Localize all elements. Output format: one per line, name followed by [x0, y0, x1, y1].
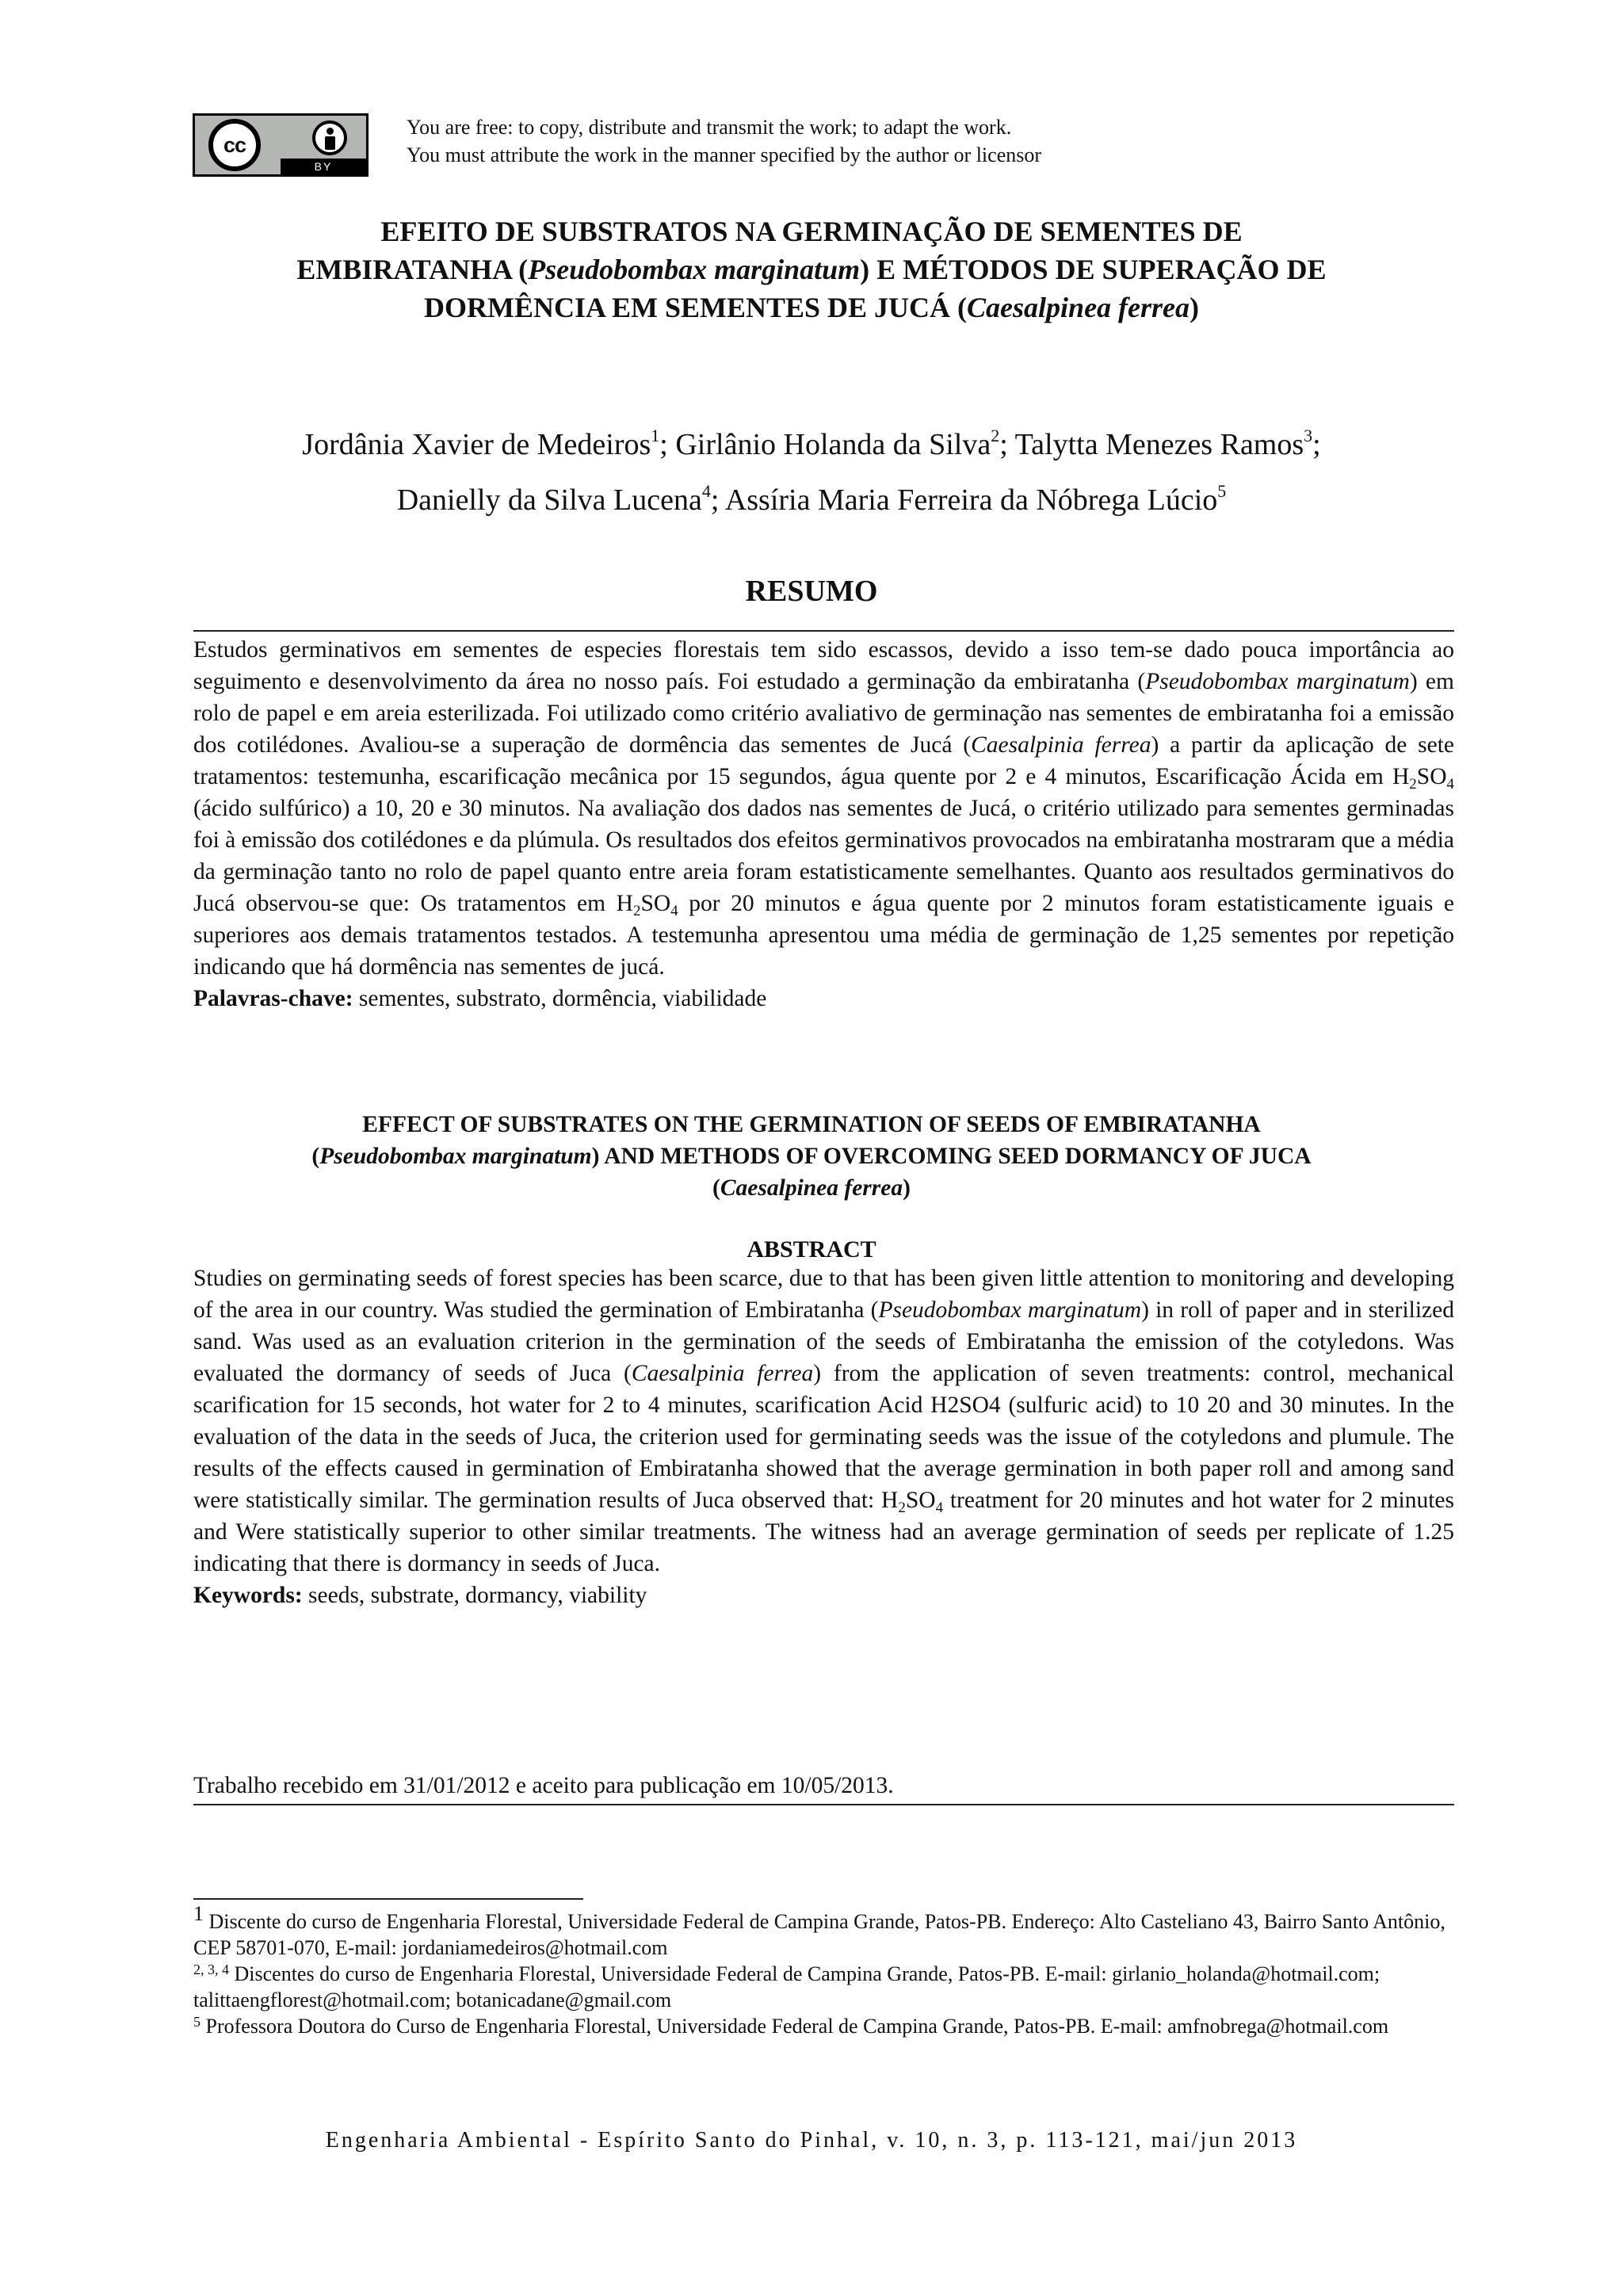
- abstract-text: Studies on germinating seeds of forest species has been scarce, due to that has been given little attention to monitoring and developing of the area in our country. Was studied the germination of Embiratanha (Pseudobombax marginatum) in roll of paper and in sterilized sand. Was used as an evaluation criterion in the germination of the seeds of Embiratanha the emission of the cotyledons. Was evaluated the dormancy of seeds of Juca (Caesalpinia ferrea) from the application of seven treatments: control, mechanical scarification for 15 seconds, hot water for 2 to 4 minutes, scarification Acid H2SO4 (sulfuric acid) to 10 20 and 30 minutes. In the evaluation of the data in the seeds of Juca, the criterion used for germinating seeds was the issue of the cotyledons and plumule. The results of the effects caused in germination of Embiratanha showed that the average germination in both paper roll and among sand were statistically similar. The germination results of Juca observed that: $H_2SO_4$ treatment for 20 minutes and hot water for 2 minutes and Were statistically superior to other similar treatments. The witness had an average germination of seeds per replicate of 1.25 indicating that there is dormancy in seeds of Juca. Keywords: seeds, substrate, dormancy, viability: [193, 1266, 1454, 1608]
- english-title-line-1: EFFECT OF SUBSTRATES ON THE GERMINATION OF SEEDS OF EMBIRATANHA: [362, 1112, 1261, 1137]
- author-mark: 1: [651, 426, 660, 445]
- author-name: Talytta Menezes Ramos: [1014, 428, 1304, 461]
- authors-line-1: Jordânia Xavier de Medeiros$^1$; Girlânio Holanda da Silva$^2$; Talytta Menezes Ramos$^3$;: [302, 426, 1321, 461]
- attribution-person-icon: [312, 120, 347, 155]
- cc-icon: cc: [208, 119, 261, 171]
- english-title-line-3: (Caesalpinea ferrea): [712, 1175, 911, 1201]
- author-name: Danielly da Silva Lucena: [396, 483, 702, 517]
- journal-footer: Engenharia Ambiental - Espírito Santo do Pinhal, v. 10, n. 3, p. 113-121, mai/jun 2013: [325, 2128, 1298, 2153]
- author-name: Assíria Maria Ferreira da Nóbrega Lúcio: [724, 483, 1218, 517]
- author-mark: 4: [701, 481, 711, 501]
- keywords-label: Keywords:: [193, 1583, 303, 1608]
- creative-commons-logo: [193, 113, 369, 177]
- author-mark: 3: [1304, 426, 1313, 445]
- palavras-chave: sementes, substrato, dormência, viabilidade: [353, 986, 767, 1011]
- author-name: Girlânio Holanda da Silva: [675, 428, 991, 461]
- author-list: [111, 417, 1512, 528]
- keywords: seeds, substrate, dormancy, viability: [302, 1583, 647, 1608]
- license-text: [407, 113, 1041, 169]
- resumo-heading: RESUMO: [745, 575, 878, 608]
- footnotes: [193, 1902, 1454, 2039]
- resumo-text: Estudos germinativos em sementes de especies florestais tem sido escassos, devido a isso tem-se dado pouca importância ao seguimento e desenvolvimento da área no nosso país. Foi estudado a germinação da embiratanha (Pseudobombax marginatum) em rolo de papel e em areia esterilizada. Foi utilizado como critério avaliativo de germinação nas sementes de embiratanha foi a emissão dos cotilédones. Avaliou-se a superação de dormência das sementes de Jucá (Caesalpinia ferrea) a partir da aplicação de sete tratamentos: testemunha, escarificação mecânica por 15 segundos, água quente por 2 e 4 minutos, Escarificação Ácida em $H_2SO_4$ (ácido sulfúrico) a 10, 20 e 30 minutos. Na avaliação dos dados nas sementes de Jucá, o critério utilizado para sementes germinadas foi à emissão dos cotilédones e da plúmula. Os resultados dos efeitos germinativos provocados na embiratanha mostraram que a média da germinação tanto no rolo de papel quanto entre areia foram estatisticamente semelhantes. Quanto aos resultados germinativos do Jucá observou-se que: Os tratamentos em $H_2SO_4$ por 20 minutos e água quente por 2 minutos foram estatisticamente iguais e superiores aos demais tratamentos testados. A testemunha apresentou uma média de germinação de 1,25 sementes por repetição indicando que há dormência nas sementes de jucá. Palavras-chave: sementes, substrato, dormência, viabilidade: [193, 637, 1454, 1011]
- palavras-chave-label: Palavras-chave:: [193, 986, 353, 1011]
- footnote-2: $^{2, 3, 4}$ Discentes do curso de Engenharia Florestal, Universidade Federal de Campina Grande, Patos-PB. E-mail: girlanio_holanda@hotmail.com; talittaengflorest@hotmail.com; botanicadane@gmail.com: [193, 1962, 1381, 2011]
- english-title-line-2: (Pseudobombax marginatum) AND METHODS OF OVERCOMING SEED DORMANCY OF JUCA: [311, 1144, 1312, 1169]
- footnote-1: $^1$ Discente do curso de Engenharia Florestal, Universidade Federal de Campina Grande, Patos-PB. Endereço: Alto Casteliano 43, Bairro Santo Antônio, CEP 58701-070, E-mail: jordaniamedeiros@hotmail.com: [193, 1902, 1445, 1959]
- footnote-separator: [193, 1898, 583, 1900]
- received-date-note: Trabalho recebido em 31/01/2012 e aceito para publicação em 10/05/2013.: [193, 1773, 894, 1798]
- abstract-heading: ABSTRACT: [747, 1236, 876, 1263]
- license-line-1: You are free: to copy, distribute and transmit the work; to adapt the work.: [407, 116, 1012, 139]
- author-mark: 5: [1217, 481, 1227, 501]
- article-title: [158, 212, 1465, 327]
- resumo-rule: [193, 630, 1454, 632]
- by-label: BY: [314, 160, 333, 173]
- title-line-1: EFEITO DE SUBSTRATOS NA GERMINAÇÃO DE SEMENTES DE: [380, 216, 1243, 247]
- title-line-3: DORMÊNCIA EM SEMENTES DE JUCÁ (Caesalpinea ferrea): [423, 292, 1200, 323]
- english-title: [158, 1109, 1465, 1204]
- received-rule: [193, 1804, 1454, 1805]
- title-line-2: EMBIRATANHA (Pseudobombax marginatum) E MÉTODOS DE SUPERAÇÃO DE: [296, 254, 1327, 285]
- author-mark: 2: [991, 426, 1000, 445]
- author-name: Jordânia Xavier de Medeiros: [302, 428, 651, 461]
- authors-line-2: Danielly da Silva Lucena$^4$; Assíria Maria Ferreira da Nóbrega Lúcio$^5$: [396, 481, 1227, 517]
- footnote-3: $^5$ Professora Doutora do Curso de Engenharia Florestal, Universidade Federal de Campina Grande, Patos-PB. E-mail: amfnobrega@hotmail.com: [193, 2014, 1389, 2038]
- license-line-2: You must attribute the work in the manner specified by the author or licensor: [407, 143, 1042, 166]
